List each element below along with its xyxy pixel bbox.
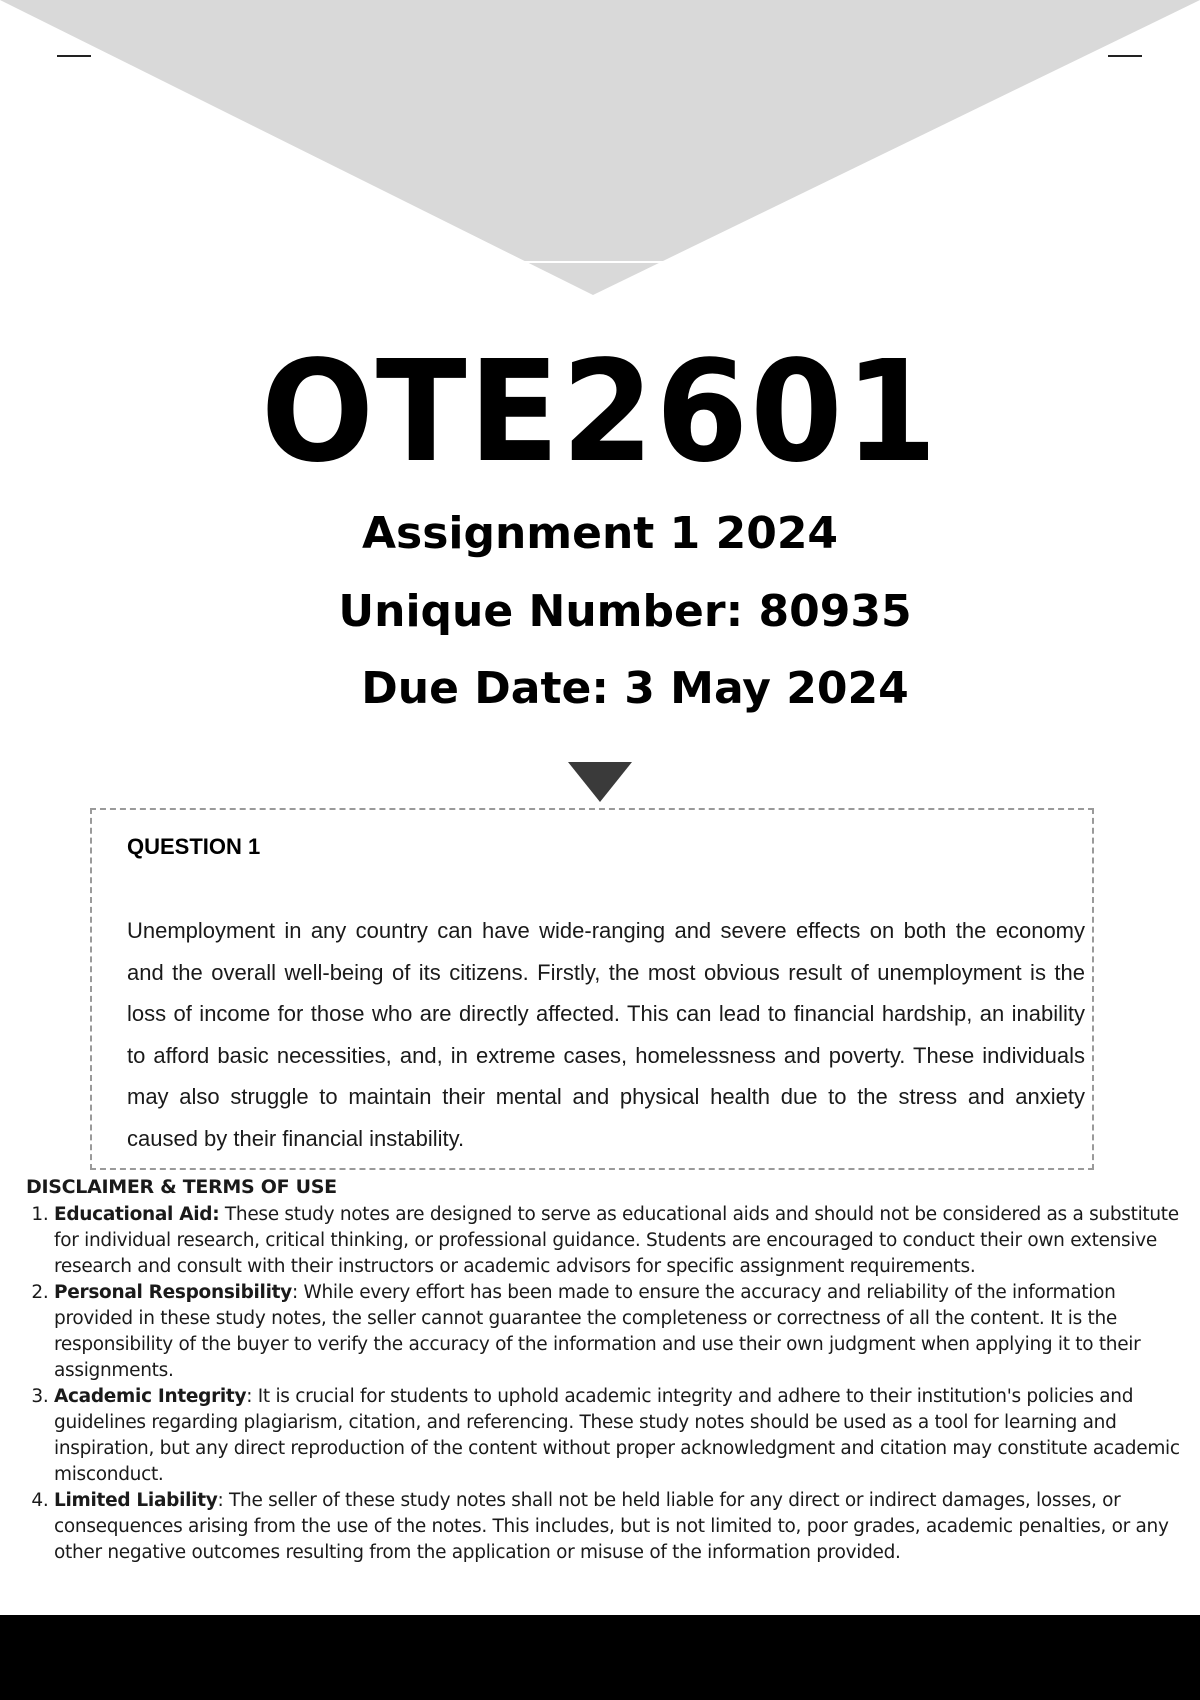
term-name: Personal Responsibility [54,1282,292,1303]
assignment-title: Assignment 1 2024 [361,508,839,559]
term-name: Limited Liability [54,1490,218,1511]
term-text: : It is crucial for students to uphold academic integrity and adhere to their institution's policies and guidelines regarding plagiarism, citation, and referencing. These study notes should be used as a tool for learning and inspiration, but any direct reproduction of the content without proper acknowledgment and citation may constitute academic misconduct. [54,1386,1180,1485]
term-name: Academic Integrity [54,1386,247,1407]
question-excerpt-box [90,808,1094,1170]
disclaimer-title: DISCLAIMER & TERMS OF USE [26,1176,337,1198]
terms-item-personal-responsibility [54,1280,1188,1384]
term-text: : While every effort has been made to ensure the accuracy and reliability of the information provided in these study notes, the seller cannot guarantee the completeness or correctness of all the content. It is the responsibility of the buyer to verify the accuracy of the information and use their own judgment when applying it to their assignments. [54,1282,1141,1381]
unique-number: Unique Number: 80935 [338,586,912,637]
chevron-shape [0,0,1200,295]
corner-rule-left [57,55,91,57]
term-name: Educational Aid: [54,1204,220,1225]
corner-rule-right [1108,55,1142,57]
disclaimer-section [18,1176,1188,1566]
due-date: Due Date: 3 May 2024 [361,663,909,714]
question-body: Unemployment in any country can have wide-ranging and severe effects on both the economy and the overall well-being of its citizens. Firstly, the most obvious result of unemployment is the loss of income for those who are directly affected. This can lead to financial hardship, an inability to afford basic necessities, and, in extreme cases, homelessness and poverty. These individuals may also struggle to maintain their mental and physical health due to the stress and anxiety caused by their financial instability. [127,918,1085,1151]
term-text: These study notes are designed to serve as educational aids and should not be considered as a substitute for individual research, critical thinking, or professional guidance. Students are encouraged to conduct their own extensive research and consult with their instructors or academic advisors for specific assignment requirements. [54,1204,1179,1277]
bottom-black-bar [0,1615,1200,1700]
terms-item-academic-integrity [54,1384,1188,1488]
terms-list [18,1202,1188,1566]
terms-item-limited-liability [54,1488,1188,1566]
terms-item-educational-aid [54,1202,1188,1280]
question-heading: QUESTION 1 [127,834,261,859]
term-text: : The seller of these study notes shall not be held liable for any direct or indirect damages, losses, or consequences arising from the use of the notes. This includes, but is not limited to, poor grades, academic penalties, or any other negative outcomes resulting from the application or misuse of the information provided. [54,1490,1169,1563]
down-triangle-icon [568,762,632,802]
course-code-title: OTE2601 [260,331,940,494]
header-chevron-graphic [0,0,1200,300]
